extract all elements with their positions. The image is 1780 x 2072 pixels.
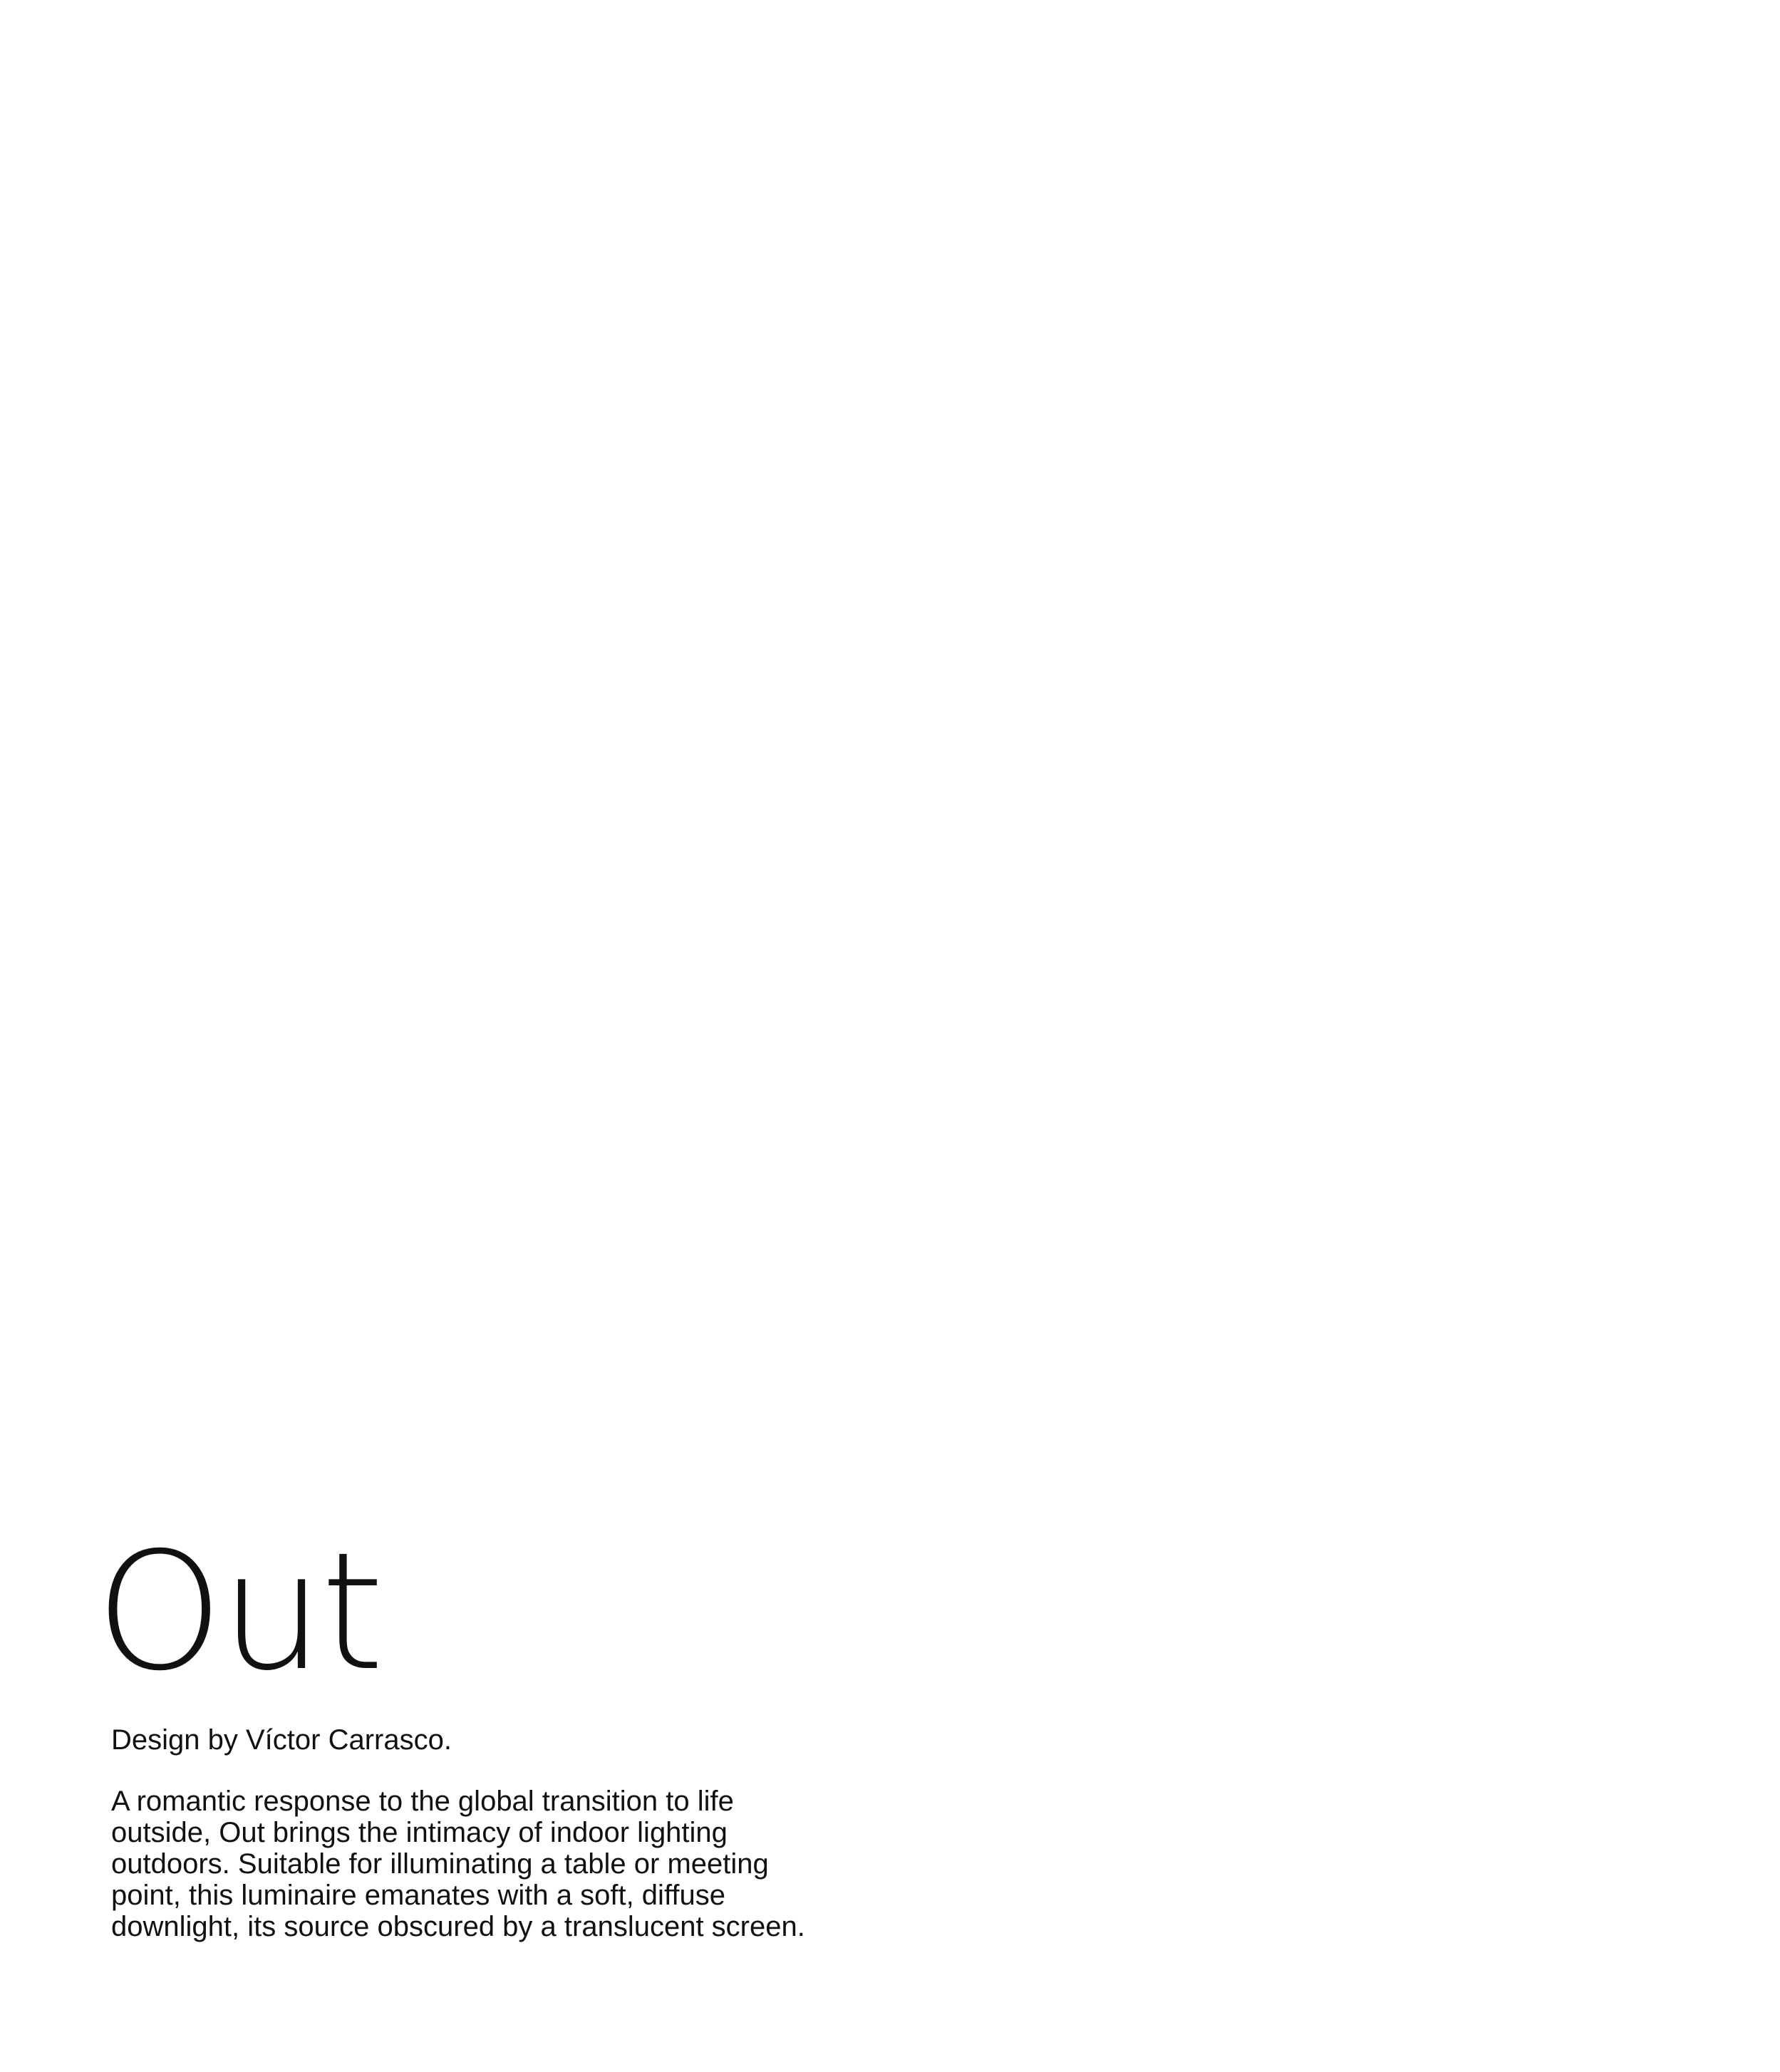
description-line: outdoors. Suitable for illuminating a table or meeting [111, 1848, 769, 1880]
product-description [111, 1786, 805, 1942]
description-line: downlight, its source obscured by a translucent screen. [111, 1911, 805, 1942]
designer-credit: Design by Víctor Carrasco. [111, 1724, 452, 1756]
description-line: point, this luminaire emanates with a soft, diffuse [111, 1880, 725, 1911]
product-title: Out [95, 1517, 382, 1706]
description-line: outside, Out brings the intimacy of indoor lighting [111, 1817, 728, 1848]
description-line: A romantic response to the global transition to life [111, 1786, 734, 1817]
